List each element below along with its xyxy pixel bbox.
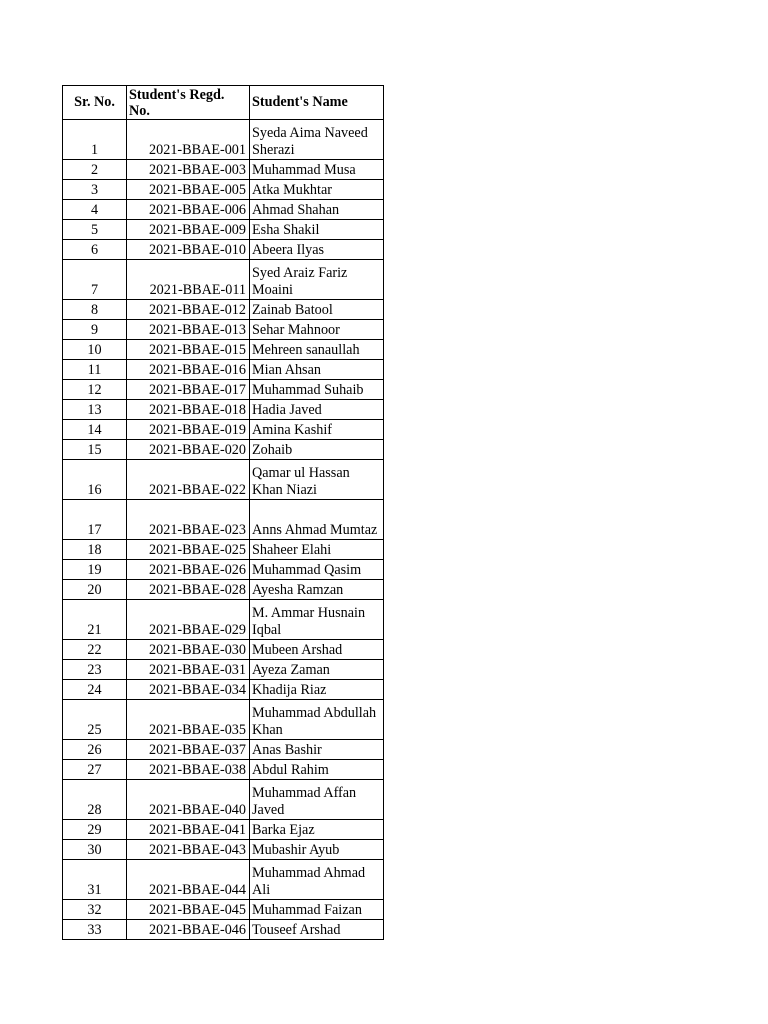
student-name-cell: Muhammad Musa: [250, 160, 384, 180]
regd-no-cell: 2021-BBAE-005: [127, 180, 250, 200]
sr-no-cell: 18: [63, 540, 127, 560]
sr-no-cell: 9: [63, 320, 127, 340]
student-name-cell: Touseef Arshad: [250, 920, 384, 940]
sr-no-cell: 32: [63, 900, 127, 920]
table-row: [63, 640, 384, 660]
student-name-cell: Zainab Batool: [250, 300, 384, 320]
student-name-cell: Mehreen sanaullah: [250, 340, 384, 360]
table-row: [63, 700, 384, 740]
header-sr-no: Sr. No.: [63, 86, 127, 120]
header-row: [63, 86, 384, 120]
regd-no-cell: 2021-BBAE-031: [127, 660, 250, 680]
regd-no-cell: 2021-BBAE-016: [127, 360, 250, 380]
sr-no-cell: 2: [63, 160, 127, 180]
regd-no-cell: 2021-BBAE-011: [127, 260, 250, 300]
sr-no-cell: 11: [63, 360, 127, 380]
student-name-cell: Muhammad Suhaib: [250, 380, 384, 400]
table-row: [63, 580, 384, 600]
regd-no-cell: 2021-BBAE-030: [127, 640, 250, 660]
sr-no-cell: 10: [63, 340, 127, 360]
regd-no-cell: 2021-BBAE-023: [127, 500, 250, 540]
student-name-cell: Qamar ul Hassan Khan Niazi: [250, 460, 384, 500]
table-row: [63, 840, 384, 860]
regd-no-cell: 2021-BBAE-038: [127, 760, 250, 780]
regd-no-cell: 2021-BBAE-019: [127, 420, 250, 440]
sr-no-cell: 24: [63, 680, 127, 700]
student-name-cell: Shaheer Elahi: [250, 540, 384, 560]
regd-no-cell: 2021-BBAE-015: [127, 340, 250, 360]
sr-no-cell: 23: [63, 660, 127, 680]
regd-no-cell: 2021-BBAE-018: [127, 400, 250, 420]
regd-no-cell: 2021-BBAE-028: [127, 580, 250, 600]
student-name-cell: Anas Bashir: [250, 740, 384, 760]
sr-no-cell: 22: [63, 640, 127, 660]
sr-no-cell: 3: [63, 180, 127, 200]
regd-no-cell: 2021-BBAE-006: [127, 200, 250, 220]
table-row: [63, 240, 384, 260]
sr-no-cell: 33: [63, 920, 127, 940]
header-student-name: Student's Name: [250, 86, 384, 120]
table-row: [63, 400, 384, 420]
student-name-cell: Muhammad Abdullah Khan: [250, 700, 384, 740]
regd-no-cell: 2021-BBAE-041: [127, 820, 250, 840]
sr-no-cell: 5: [63, 220, 127, 240]
table-row: [63, 200, 384, 220]
table-row: [63, 760, 384, 780]
sr-no-cell: 7: [63, 260, 127, 300]
student-name-cell: Abdul Rahim: [250, 760, 384, 780]
sr-no-cell: 21: [63, 600, 127, 640]
student-name-cell: Esha Shakil: [250, 220, 384, 240]
student-name-cell: Anns Ahmad Mumtaz: [250, 500, 384, 540]
table-row: [63, 500, 384, 540]
table-row: [63, 260, 384, 300]
table-row: [63, 780, 384, 820]
regd-no-cell: 2021-BBAE-044: [127, 860, 250, 900]
student-name-cell: Muhammad Affan Javed: [250, 780, 384, 820]
student-name-cell: Sehar Mahnoor: [250, 320, 384, 340]
student-name-cell: Muhammad Qasim: [250, 560, 384, 580]
table-row: [63, 560, 384, 580]
student-name-cell: Muhammad Ahmad Ali: [250, 860, 384, 900]
student-name-cell: M. Ammar Husnain Iqbal: [250, 600, 384, 640]
sr-no-cell: 30: [63, 840, 127, 860]
regd-no-cell: 2021-BBAE-045: [127, 900, 250, 920]
student-name-cell: Mian Ahsan: [250, 360, 384, 380]
student-name-cell: Muhammad Faizan: [250, 900, 384, 920]
sr-no-cell: 26: [63, 740, 127, 760]
sr-no-cell: 8: [63, 300, 127, 320]
student-name-cell: Ahmad Shahan: [250, 200, 384, 220]
regd-no-cell: 2021-BBAE-001: [127, 120, 250, 160]
student-name-cell: Zohaib: [250, 440, 384, 460]
student-name-cell: Khadija Riaz: [250, 680, 384, 700]
sr-no-cell: 25: [63, 700, 127, 740]
sr-no-cell: 13: [63, 400, 127, 420]
table-row: [63, 680, 384, 700]
sr-no-cell: 1: [63, 120, 127, 160]
student-name-cell: Atka Mukhtar: [250, 180, 384, 200]
regd-no-cell: 2021-BBAE-034: [127, 680, 250, 700]
student-name-cell: Syeda Aima Naveed Sherazi: [250, 120, 384, 160]
student-name-cell: Mubeen Arshad: [250, 640, 384, 660]
table-row: [63, 920, 384, 940]
sr-no-cell: 27: [63, 760, 127, 780]
sr-no-cell: 29: [63, 820, 127, 840]
student-name-cell: Mubashir Ayub: [250, 840, 384, 860]
student-name-cell: Barka Ejaz: [250, 820, 384, 840]
sr-no-cell: 17: [63, 500, 127, 540]
student-name-cell: Abeera Ilyas: [250, 240, 384, 260]
table-row: [63, 180, 384, 200]
regd-no-cell: 2021-BBAE-003: [127, 160, 250, 180]
regd-no-cell: 2021-BBAE-022: [127, 460, 250, 500]
table-header: [63, 86, 384, 120]
table-row: [63, 820, 384, 840]
regd-no-cell: 2021-BBAE-012: [127, 300, 250, 320]
regd-no-cell: 2021-BBAE-046: [127, 920, 250, 940]
table-row: [63, 320, 384, 340]
table-row: [63, 460, 384, 500]
table-row: [63, 120, 384, 160]
student-roster-table: [62, 85, 384, 940]
sr-no-cell: 16: [63, 460, 127, 500]
sr-no-cell: 20: [63, 580, 127, 600]
table-body: [63, 120, 384, 940]
sr-no-cell: 14: [63, 420, 127, 440]
regd-no-cell: 2021-BBAE-013: [127, 320, 250, 340]
regd-no-cell: 2021-BBAE-017: [127, 380, 250, 400]
regd-no-cell: 2021-BBAE-043: [127, 840, 250, 860]
table-row: [63, 380, 384, 400]
sr-no-cell: 15: [63, 440, 127, 460]
regd-no-cell: 2021-BBAE-009: [127, 220, 250, 240]
table-row: [63, 600, 384, 640]
student-name-cell: Syed Araiz Fariz Moaini: [250, 260, 384, 300]
sr-no-cell: 6: [63, 240, 127, 260]
student-name-cell: Hadia Javed: [250, 400, 384, 420]
student-name-cell: Amina Kashif: [250, 420, 384, 440]
table-row: [63, 860, 384, 900]
sr-no-cell: 31: [63, 860, 127, 900]
sr-no-cell: 4: [63, 200, 127, 220]
sr-no-cell: 28: [63, 780, 127, 820]
table-row: [63, 220, 384, 240]
regd-no-cell: 2021-BBAE-040: [127, 780, 250, 820]
table-row: [63, 540, 384, 560]
table-row: [63, 740, 384, 760]
regd-no-cell: 2021-BBAE-020: [127, 440, 250, 460]
sr-no-cell: 12: [63, 380, 127, 400]
regd-no-cell: 2021-BBAE-026: [127, 560, 250, 580]
regd-no-cell: 2021-BBAE-035: [127, 700, 250, 740]
regd-no-cell: 2021-BBAE-037: [127, 740, 250, 760]
regd-no-cell: 2021-BBAE-025: [127, 540, 250, 560]
table-row: [63, 360, 384, 380]
regd-no-cell: 2021-BBAE-010: [127, 240, 250, 260]
sr-no-cell: 19: [63, 560, 127, 580]
student-name-cell: Ayesha Ramzan: [250, 580, 384, 600]
table-row: [63, 160, 384, 180]
table-row: [63, 900, 384, 920]
student-name-cell: Ayeza Zaman: [250, 660, 384, 680]
table-row: [63, 440, 384, 460]
table-row: [63, 340, 384, 360]
table-row: [63, 300, 384, 320]
header-regd-no: Student's Regd. No.: [127, 86, 250, 120]
table-row: [63, 660, 384, 680]
regd-no-cell: 2021-BBAE-029: [127, 600, 250, 640]
table-row: [63, 420, 384, 440]
